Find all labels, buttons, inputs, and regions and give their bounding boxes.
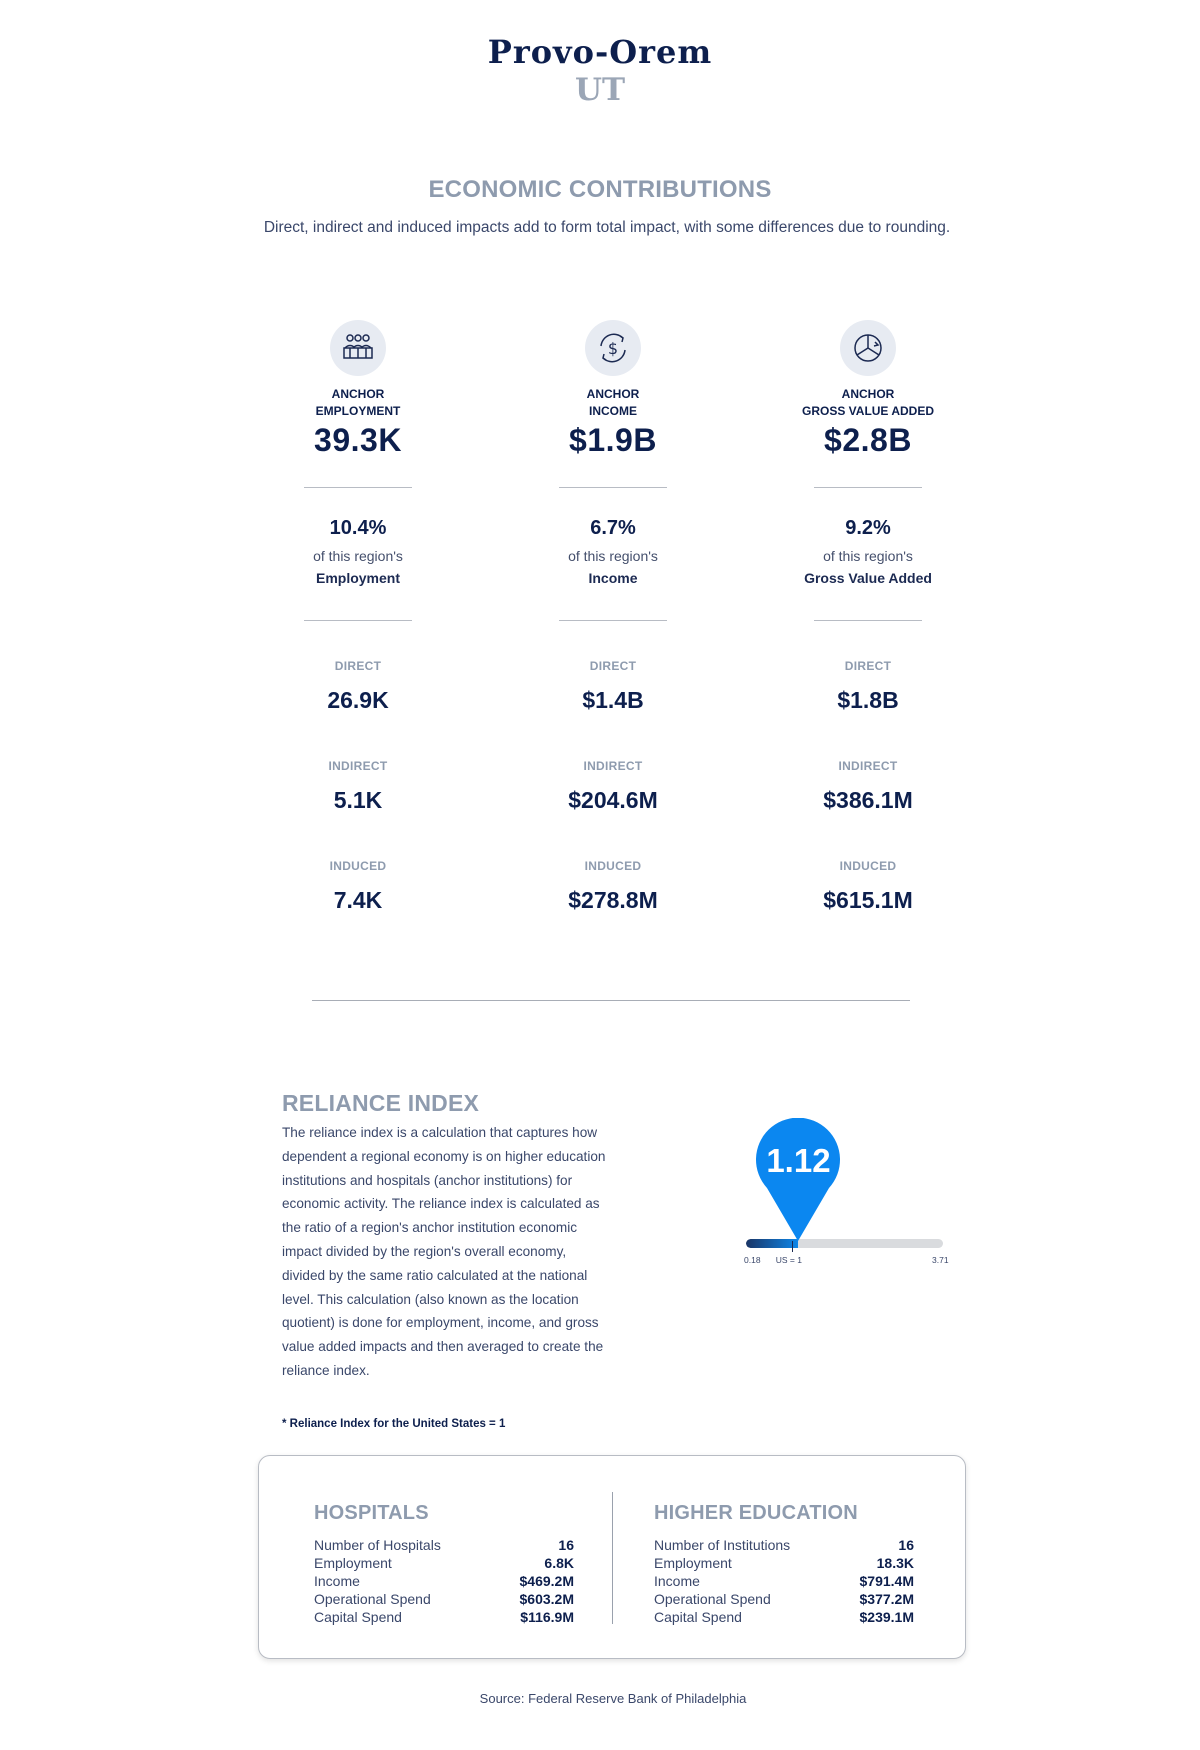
share-metric: Income (588, 570, 638, 586)
higher-education-heading: HIGHER EDUCATION (654, 1502, 858, 1524)
hospitals-heading: HOSPITALS (314, 1502, 429, 1524)
divider (304, 620, 412, 621)
list-item: Number of Institutions 16 (654, 1537, 914, 1553)
share-caption: of this region's (568, 548, 658, 564)
svg-text:$: $ (607, 339, 619, 358)
list-item: Employment 18.3K (654, 1555, 914, 1571)
dollar-cycle-icon (585, 320, 641, 376)
impact-breakdown (228, 659, 488, 914)
section-divider (312, 1000, 910, 1001)
reliance-index-heading: RELIANCE INDEX (282, 1090, 480, 1116)
impact-breakdown (738, 659, 998, 914)
share-block (228, 517, 488, 586)
divider (304, 487, 412, 488)
divider (559, 487, 667, 488)
reliance-gauge-pin (753, 1118, 843, 1243)
indirect-label: INDIRECT (583, 759, 643, 773)
anchor-value: $1.9B (569, 422, 657, 458)
employment-column (228, 320, 488, 459)
anchor-label: ANCHOR GROSS VALUE ADDED (801, 387, 934, 418)
share-metric: Employment (315, 570, 400, 586)
higher-education-list (654, 1536, 914, 1626)
indirect-label: INDIRECT (838, 759, 898, 773)
direct-value: $1.4B (582, 687, 644, 713)
gauge-min-label: 0.18 (744, 1255, 761, 1265)
hospitals-list (314, 1536, 574, 1626)
card-divider (612, 1492, 613, 1624)
list-item: Number of Hospitals 16 (314, 1537, 574, 1553)
share-percent: 10.4% (329, 517, 387, 539)
list-item: Operational Spend $377.2M (654, 1591, 914, 1607)
induced-value: 7.4K (333, 887, 383, 913)
income-column (483, 320, 743, 459)
pie-chart-icon (840, 320, 896, 376)
list-item: Operational Spend $603.2M (314, 1591, 574, 1607)
page-title: Provo-Orem (487, 33, 713, 71)
anchor-label: ANCHOR EMPLOYMENT (315, 387, 401, 418)
list-item: Employment 6.8K (314, 1555, 574, 1571)
induced-value: $278.8M (568, 887, 658, 913)
indirect-value: 5.1K (333, 787, 383, 813)
divider (559, 620, 667, 621)
list-item: Capital Spend $239.1M (654, 1609, 914, 1625)
direct-label: DIRECT (334, 659, 382, 673)
economic-contributions-heading: ECONOMIC CONTRIBUTIONS (428, 176, 772, 203)
direct-label: DIRECT (844, 659, 892, 673)
direct-value: 26.9K (327, 687, 389, 713)
divider (814, 487, 922, 488)
gva-column (738, 320, 998, 459)
list-item: Income $791.4M (654, 1573, 914, 1589)
direct-label: DIRECT (589, 659, 637, 673)
state-subtitle: UT (574, 72, 626, 108)
gauge-max-label: 3.71 (932, 1255, 949, 1265)
share-block (483, 517, 743, 586)
economic-contributions-description: Direct, indirect and induced impacts add to form total impact, with some differences due to rounding. (263, 219, 951, 236)
share-block (738, 517, 998, 586)
anchor-value: 39.3K (314, 422, 402, 458)
share-percent: 9.2% (845, 517, 891, 539)
induced-label: INDUCED (839, 859, 897, 873)
reliance-index-note: * Reliance Index for the United States = 1 (282, 1418, 506, 1430)
anchor-value: $2.8B (824, 422, 912, 458)
induced-label: INDUCED (329, 859, 387, 873)
list-item: Income $469.2M (314, 1573, 574, 1589)
indirect-label: INDIRECT (328, 759, 388, 773)
induced-value: $615.1M (823, 887, 913, 913)
share-caption: of this region's (313, 548, 403, 564)
share-metric: Gross Value Added (804, 570, 932, 586)
reliance-value: 1.12 (766, 1142, 831, 1179)
hospitals-panel (314, 1502, 574, 1626)
direct-value: $1.8B (837, 687, 899, 713)
share-percent: 6.7% (590, 517, 636, 539)
anchor-label: ANCHOR INCOME (586, 387, 640, 418)
people-group-icon (330, 320, 386, 376)
indirect-value: $386.1M (823, 787, 913, 813)
gauge-us-label: US = 1 (775, 1255, 802, 1265)
reliance-index-description: The reliance index is a calculation that captures how dependent a regional economy is on higher education institutions and hospitals (anchor institutions) for economic activity. The reliance index is calculated as the ratio of a region's anchor institution economic impact divided by the region's overall economy, divided by the same ratio calculated at the national level. This calculation (also known as the location quotient) is done for employment, income, and gross value added impacts and then averaged to create the reliance index. (282, 1125, 606, 1378)
impact-breakdown (483, 659, 743, 914)
source-note: Source: Federal Reserve Bank of Philadelphia (479, 1691, 747, 1706)
indirect-value: $204.6M (568, 787, 658, 813)
share-caption: of this region's (823, 548, 913, 564)
induced-label: INDUCED (584, 859, 642, 873)
list-item: Capital Spend $116.9M (314, 1609, 574, 1625)
higher-education-panel (654, 1502, 914, 1626)
divider (814, 620, 922, 621)
